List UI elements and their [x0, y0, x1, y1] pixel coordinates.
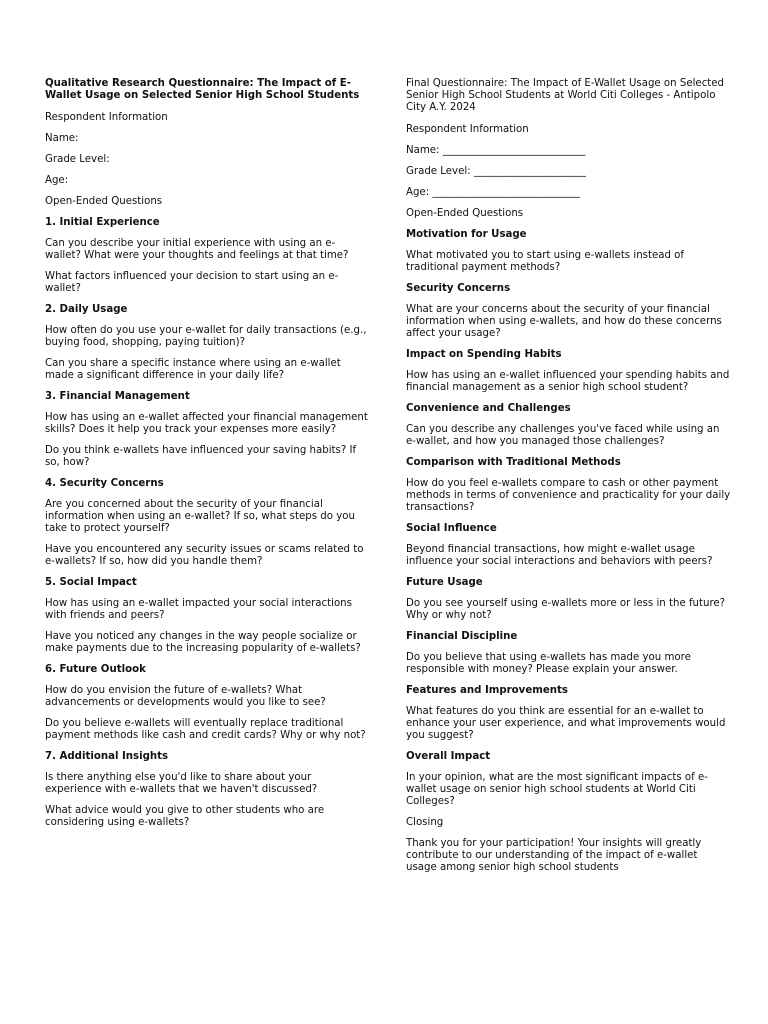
- question-text: In your opinion, what are the most significant impacts of e-wallet usage on senior high school students at World Citi Colleges?: [406, 772, 708, 807]
- question-text: Do you believe e-wallets will eventually replace traditional payment methods like cash and credit cards? Why or why not?: [45, 718, 366, 741]
- left-section-additional-insights: [45, 751, 370, 829]
- question-text: How do you envision the future of e-wallets? What advancements or developments would you like to see?: [45, 685, 326, 708]
- left-section-social-impact: [45, 577, 370, 655]
- right-name-field: Name: ____________________________: [406, 145, 586, 156]
- right-section-spending-habits: [406, 349, 731, 394]
- section-heading: Motivation for Usage: [406, 229, 527, 240]
- right-section-comparison: [406, 457, 731, 514]
- right-section-motivation: [406, 229, 731, 274]
- right-closing-label: Closing: [406, 817, 444, 828]
- right-respondent-info-label: Respondent Information: [406, 124, 529, 135]
- right-open-ended-label: Open-Ended Questions: [406, 208, 524, 219]
- question-text: Are you concerned about the security of your financial information when using an e-wallet? If so, what steps do you take to protect yourself?: [45, 499, 355, 534]
- question-text: How has using an e-wallet impacted your social interactions with friends and peers?: [45, 598, 352, 621]
- question-text: Can you share a specific instance where using an e-wallet made a significant difference in your daily life?: [45, 358, 341, 381]
- section-heading: 4. Security Concerns: [45, 478, 164, 489]
- right-section-social-influence: [406, 523, 731, 568]
- question-text: Is there anything else you'd like to share about your experience with e-wallets that we haven't discussed?: [45, 772, 318, 795]
- left-section-financial-management: [45, 391, 370, 469]
- section-heading: Convenience and Challenges: [406, 403, 571, 414]
- section-heading: 7. Additional Insights: [45, 751, 169, 762]
- question-text: Beyond financial transactions, how might e-wallet usage influence your social interactions and behaviors with peers?: [406, 544, 713, 567]
- right-questionnaire: [406, 78, 731, 883]
- question-text: How do you feel e-wallets compare to cash or other payment methods in terms of convenience and practicality for your daily transactions?: [406, 478, 731, 513]
- left-respondent-info-label: Respondent Information: [45, 112, 168, 123]
- question-text: How has using an e-wallet affected your financial management skills? Does it help you track your expenses more easily?: [45, 412, 368, 435]
- left-open-ended-label: Open-Ended Questions: [45, 196, 163, 207]
- section-heading: Comparison with Traditional Methods: [406, 457, 621, 468]
- question-text: How often do you use your e-wallet for daily transactions (e.g., buying food, shopping, paying tuition)?: [45, 325, 367, 348]
- right-section-features: [406, 685, 731, 742]
- question-text: Can you describe any challenges you've faced while using an e-wallet, and how you managed those challenges?: [406, 424, 720, 447]
- left-section-future-outlook: [45, 664, 370, 742]
- section-heading: Overall Impact: [406, 751, 491, 762]
- section-heading: 2. Daily Usage: [45, 304, 128, 315]
- right-grade-level-field: Grade Level: ______________________: [406, 166, 586, 177]
- section-heading: Features and Improvements: [406, 685, 568, 696]
- section-heading: Social Influence: [406, 523, 497, 534]
- question-text: Do you see yourself using e-wallets more or less in the future? Why or why not?: [406, 598, 726, 621]
- right-section-future-usage: [406, 577, 731, 622]
- left-questionnaire: [45, 78, 370, 838]
- question-text: Have you encountered any security issues or scams related to e-wallets? If so, how did you handle them?: [45, 544, 364, 567]
- left-section-daily-usage: [45, 304, 370, 382]
- left-section-security-concerns: [45, 478, 370, 568]
- question-text: How has using an e-wallet influenced your spending habits and financial management as a senior high school student?: [406, 370, 730, 393]
- question-text: What factors influenced your decision to start using an e-wallet?: [45, 271, 339, 294]
- section-heading: 1. Initial Experience: [45, 217, 160, 228]
- right-age-field: Age: _____________________________: [406, 187, 581, 198]
- question-text: What motivated you to start using e-wallets instead of traditional payment methods?: [406, 250, 684, 273]
- question-text: Do you believe that using e-wallets has made you more responsible with money? Please explain your answer.: [406, 652, 691, 675]
- left-title: Qualitative Research Questionnaire: The Impact of E-Wallet Usage on Selected Senior High School Students: [45, 78, 360, 101]
- section-heading: Future Usage: [406, 577, 483, 588]
- left-section-initial-experience: [45, 217, 370, 295]
- right-section-convenience: [406, 403, 731, 448]
- left-age-field: Age:: [45, 175, 69, 186]
- left-name-field: Name:: [45, 133, 79, 144]
- question-text: What are your concerns about the security of your financial information when using e-wallets, and how do these concerns affect your usage?: [406, 304, 722, 339]
- right-section-financial-discipline: [406, 631, 731, 676]
- right-closing-text: Thank you for your participation! Your insights will greatly contribute to our understanding of the impact of e-wallet usage among senior high school students: [406, 838, 702, 873]
- section-heading: 6. Future Outlook: [45, 664, 146, 675]
- question-text: Do you think e-wallets have influenced your saving habits? If so, how?: [45, 445, 357, 468]
- left-grade-level-field: Grade Level:: [45, 154, 110, 165]
- section-heading: 3. Financial Management: [45, 391, 190, 402]
- right-title: Final Questionnaire: The Impact of E-Wallet Usage on Selected Senior High School Students at World Citi Colleges - Antipolo City A.Y. 2024: [406, 78, 725, 113]
- question-text: What features do you think are essential for an e-wallet to enhance your user experience, and what improvements would you suggest?: [406, 706, 726, 741]
- question-text: Have you noticed any changes in the way people socialize or make payments due to the increasing popularity of e-wallets?: [45, 631, 361, 654]
- section-heading: Impact on Spending Habits: [406, 349, 562, 360]
- section-heading: Financial Discipline: [406, 631, 518, 642]
- right-section-overall-impact: [406, 751, 731, 808]
- question-text: What advice would you give to other students who are considering using e-wallets?: [45, 805, 325, 828]
- section-heading: Security Concerns: [406, 283, 511, 294]
- question-text: Can you describe your initial experience with using an e-wallet? What were your thoughts and feelings at that time?: [45, 238, 349, 261]
- right-section-security: [406, 283, 731, 340]
- section-heading: 5. Social Impact: [45, 577, 137, 588]
